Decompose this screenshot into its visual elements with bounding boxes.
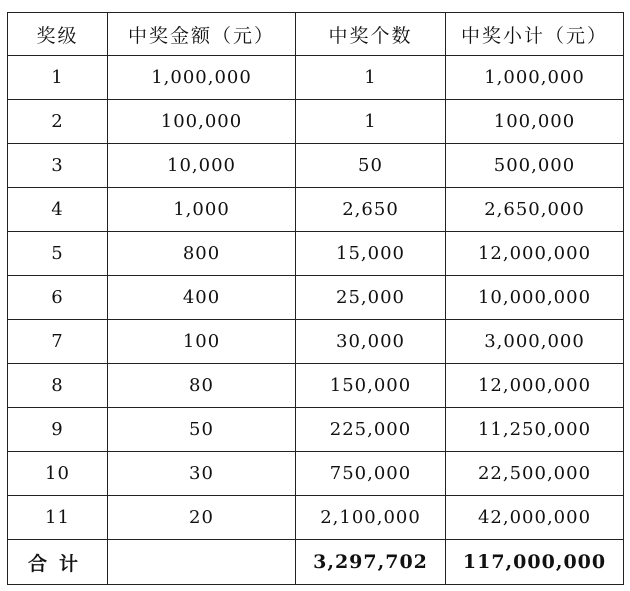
total-amount	[108, 540, 296, 585]
cell-prize-subtotal: 500,000	[446, 144, 624, 188]
cell-winner-count: 15,000	[296, 232, 446, 276]
cell-prize-subtotal: 12,000,000	[446, 364, 624, 408]
cell-prize-subtotal: 22,500,000	[446, 452, 624, 496]
cell-prize-level: 2	[8, 100, 108, 144]
header-prize-level: 奖级	[8, 13, 108, 56]
cell-prize-subtotal: 42,000,000	[446, 496, 624, 540]
cell-prize-amount: 80	[108, 364, 296, 408]
cell-prize-level: 7	[8, 320, 108, 364]
table-body	[8, 56, 624, 540]
cell-prize-level: 1	[8, 56, 108, 100]
cell-prize-amount: 400	[108, 276, 296, 320]
table-row	[8, 56, 624, 100]
total-row	[8, 540, 624, 585]
cell-prize-amount: 20	[108, 496, 296, 540]
cell-prize-level: 11	[8, 496, 108, 540]
prize-table	[7, 12, 624, 585]
table-row	[8, 496, 624, 540]
header-winner-count: 中奖个数	[296, 13, 446, 56]
cell-winner-count: 750,000	[296, 452, 446, 496]
cell-prize-subtotal: 100,000	[446, 100, 624, 144]
cell-prize-amount: 30	[108, 452, 296, 496]
cell-prize-amount: 100	[108, 320, 296, 364]
cell-winner-count: 2,100,000	[296, 496, 446, 540]
cell-prize-level: 8	[8, 364, 108, 408]
total-count: 3,297,702	[296, 540, 446, 585]
cell-winner-count: 150,000	[296, 364, 446, 408]
total-subtotal: 117,000,000	[446, 540, 624, 585]
cell-winner-count: 225,000	[296, 408, 446, 452]
cell-winner-count: 2,650	[296, 188, 446, 232]
table-row	[8, 408, 624, 452]
cell-prize-level: 5	[8, 232, 108, 276]
cell-prize-amount: 1,000,000	[108, 56, 296, 100]
cell-winner-count: 25,000	[296, 276, 446, 320]
cell-prize-subtotal: 3,000,000	[446, 320, 624, 364]
cell-prize-level: 10	[8, 452, 108, 496]
header-prize-amount: 中奖金额（元）	[108, 13, 296, 56]
cell-winner-count: 1	[296, 56, 446, 100]
cell-prize-amount: 50	[108, 408, 296, 452]
cell-prize-subtotal: 11,250,000	[446, 408, 624, 452]
cell-prize-amount: 1,000	[108, 188, 296, 232]
cell-winner-count: 1	[296, 100, 446, 144]
table-row	[8, 144, 624, 188]
cell-prize-level: 4	[8, 188, 108, 232]
cell-prize-level: 3	[8, 144, 108, 188]
cell-prize-amount: 100,000	[108, 100, 296, 144]
cell-prize-subtotal: 2,650,000	[446, 188, 624, 232]
cell-prize-subtotal: 1,000,000	[446, 56, 624, 100]
cell-prize-subtotal: 12,000,000	[446, 232, 624, 276]
cell-prize-subtotal: 10,000,000	[446, 276, 624, 320]
table-header	[8, 13, 624, 56]
cell-winner-count: 50	[296, 144, 446, 188]
table-row	[8, 364, 624, 408]
header-row	[8, 13, 624, 56]
cell-prize-level: 9	[8, 408, 108, 452]
table-row	[8, 276, 624, 320]
table-row	[8, 320, 624, 364]
cell-prize-amount: 10,000	[108, 144, 296, 188]
table-row	[8, 452, 624, 496]
total-label: 合计	[8, 540, 108, 585]
header-prize-subtotal: 中奖小计（元）	[446, 13, 624, 56]
table-row	[8, 232, 624, 276]
cell-prize-amount: 800	[108, 232, 296, 276]
table-row	[8, 188, 624, 232]
table-row	[8, 100, 624, 144]
cell-prize-level: 6	[8, 276, 108, 320]
cell-winner-count: 30,000	[296, 320, 446, 364]
table-footer	[8, 540, 624, 585]
